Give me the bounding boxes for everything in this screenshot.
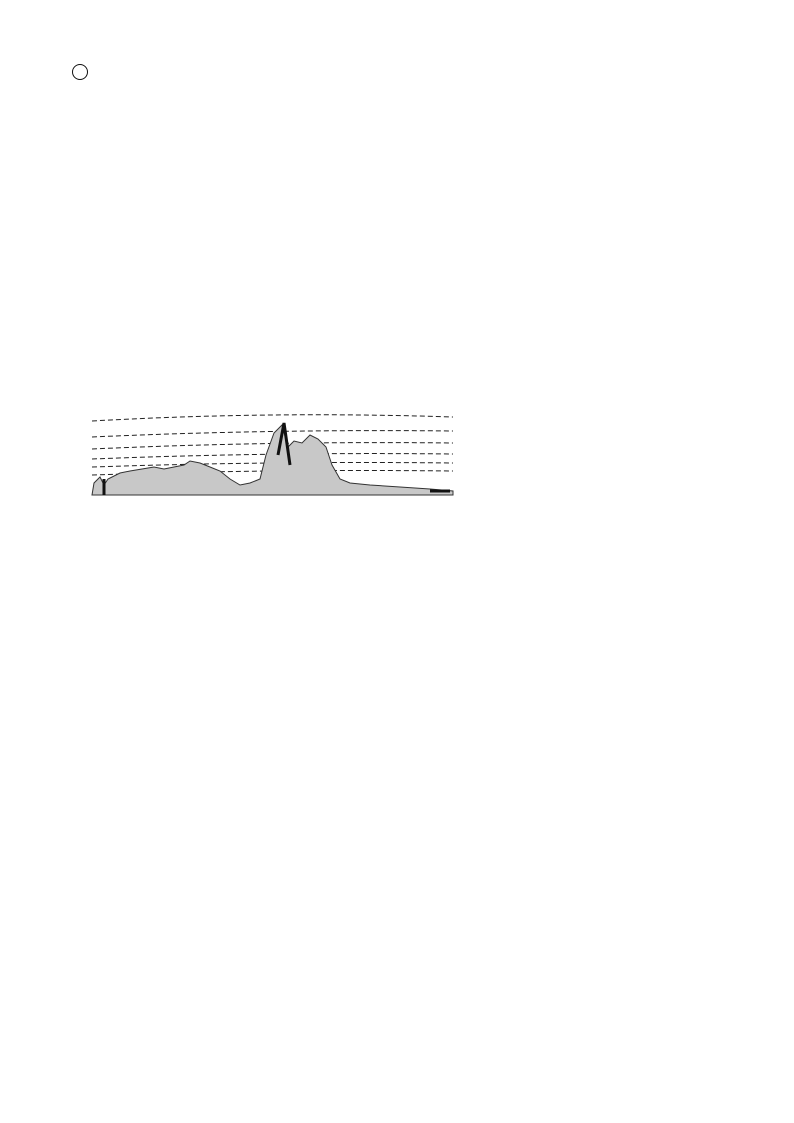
climate-charts-figure [60,765,500,965]
circled-number [72,64,88,80]
terrain-profile-figure [70,405,455,500]
paragraph-line [72,64,88,87]
